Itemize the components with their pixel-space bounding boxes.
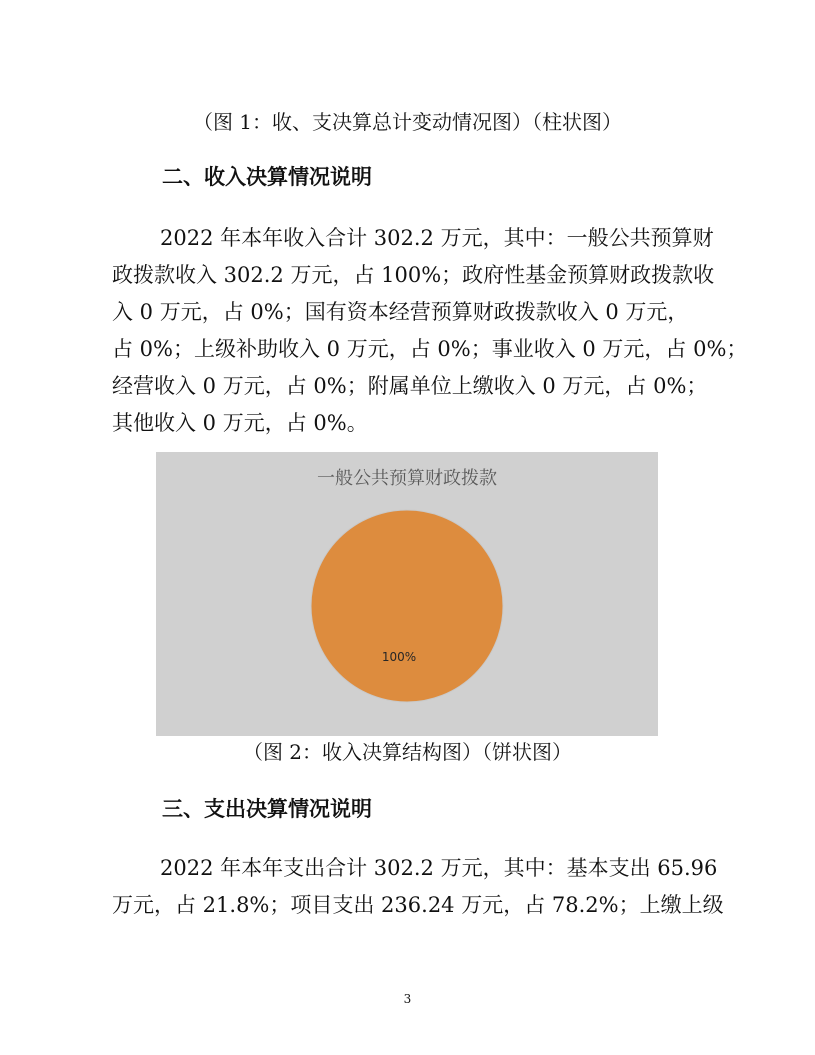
figure1-caption: （图 1：收、支决算总计变动情况图）（柱状图） (192, 110, 623, 134)
paragraph-line: 万元，占 21.8%；项目支出 236.24 万元，占 78.2%；上缴上级 (112, 893, 724, 917)
paragraph-line: 占 0%；上级补助收入 0 万元，占 0%；事业收入 0 万元，占 0%； (112, 337, 748, 361)
section2-heading: 二、收入决算情况说明 (162, 165, 372, 189)
pie-chart (156, 452, 658, 736)
paragraph-line: 政拨款收入 302.2 万元，占 100%；政府性基金预算财政拨款收 (112, 263, 715, 287)
section3-heading: 三、支出决算情况说明 (162, 797, 372, 821)
paragraph-line: 2022 年本年收入合计 302.2 万元，其中：一般公共预算财 (160, 226, 714, 250)
figure2-caption: （图 2：收入决算结构图）（饼状图） (242, 740, 573, 764)
pie-chart-canvas (156, 452, 658, 736)
pie-data-label: 100% (381, 650, 417, 664)
chart-title: 一般公共预算财政拨款 (317, 468, 497, 489)
paragraph-line: 入 0 万元，占 0%；国有资本经营预算财政拨款收入 0 万元， (112, 300, 689, 324)
pie-slice (311, 510, 503, 702)
paragraph-line: 2022 年本年支出合计 302.2 万元，其中：基本支出 65.96 (160, 856, 718, 880)
page-number: 3 (403, 992, 412, 1006)
section3-paragraph (112, 850, 724, 924)
paragraph-line: 其他收入 0 万元，占 0%。 (112, 411, 368, 435)
section2-paragraph (112, 220, 748, 442)
paragraph-line: 经营收入 0 万元，占 0%；附属单位上缴收入 0 万元，占 0%； (112, 374, 708, 398)
